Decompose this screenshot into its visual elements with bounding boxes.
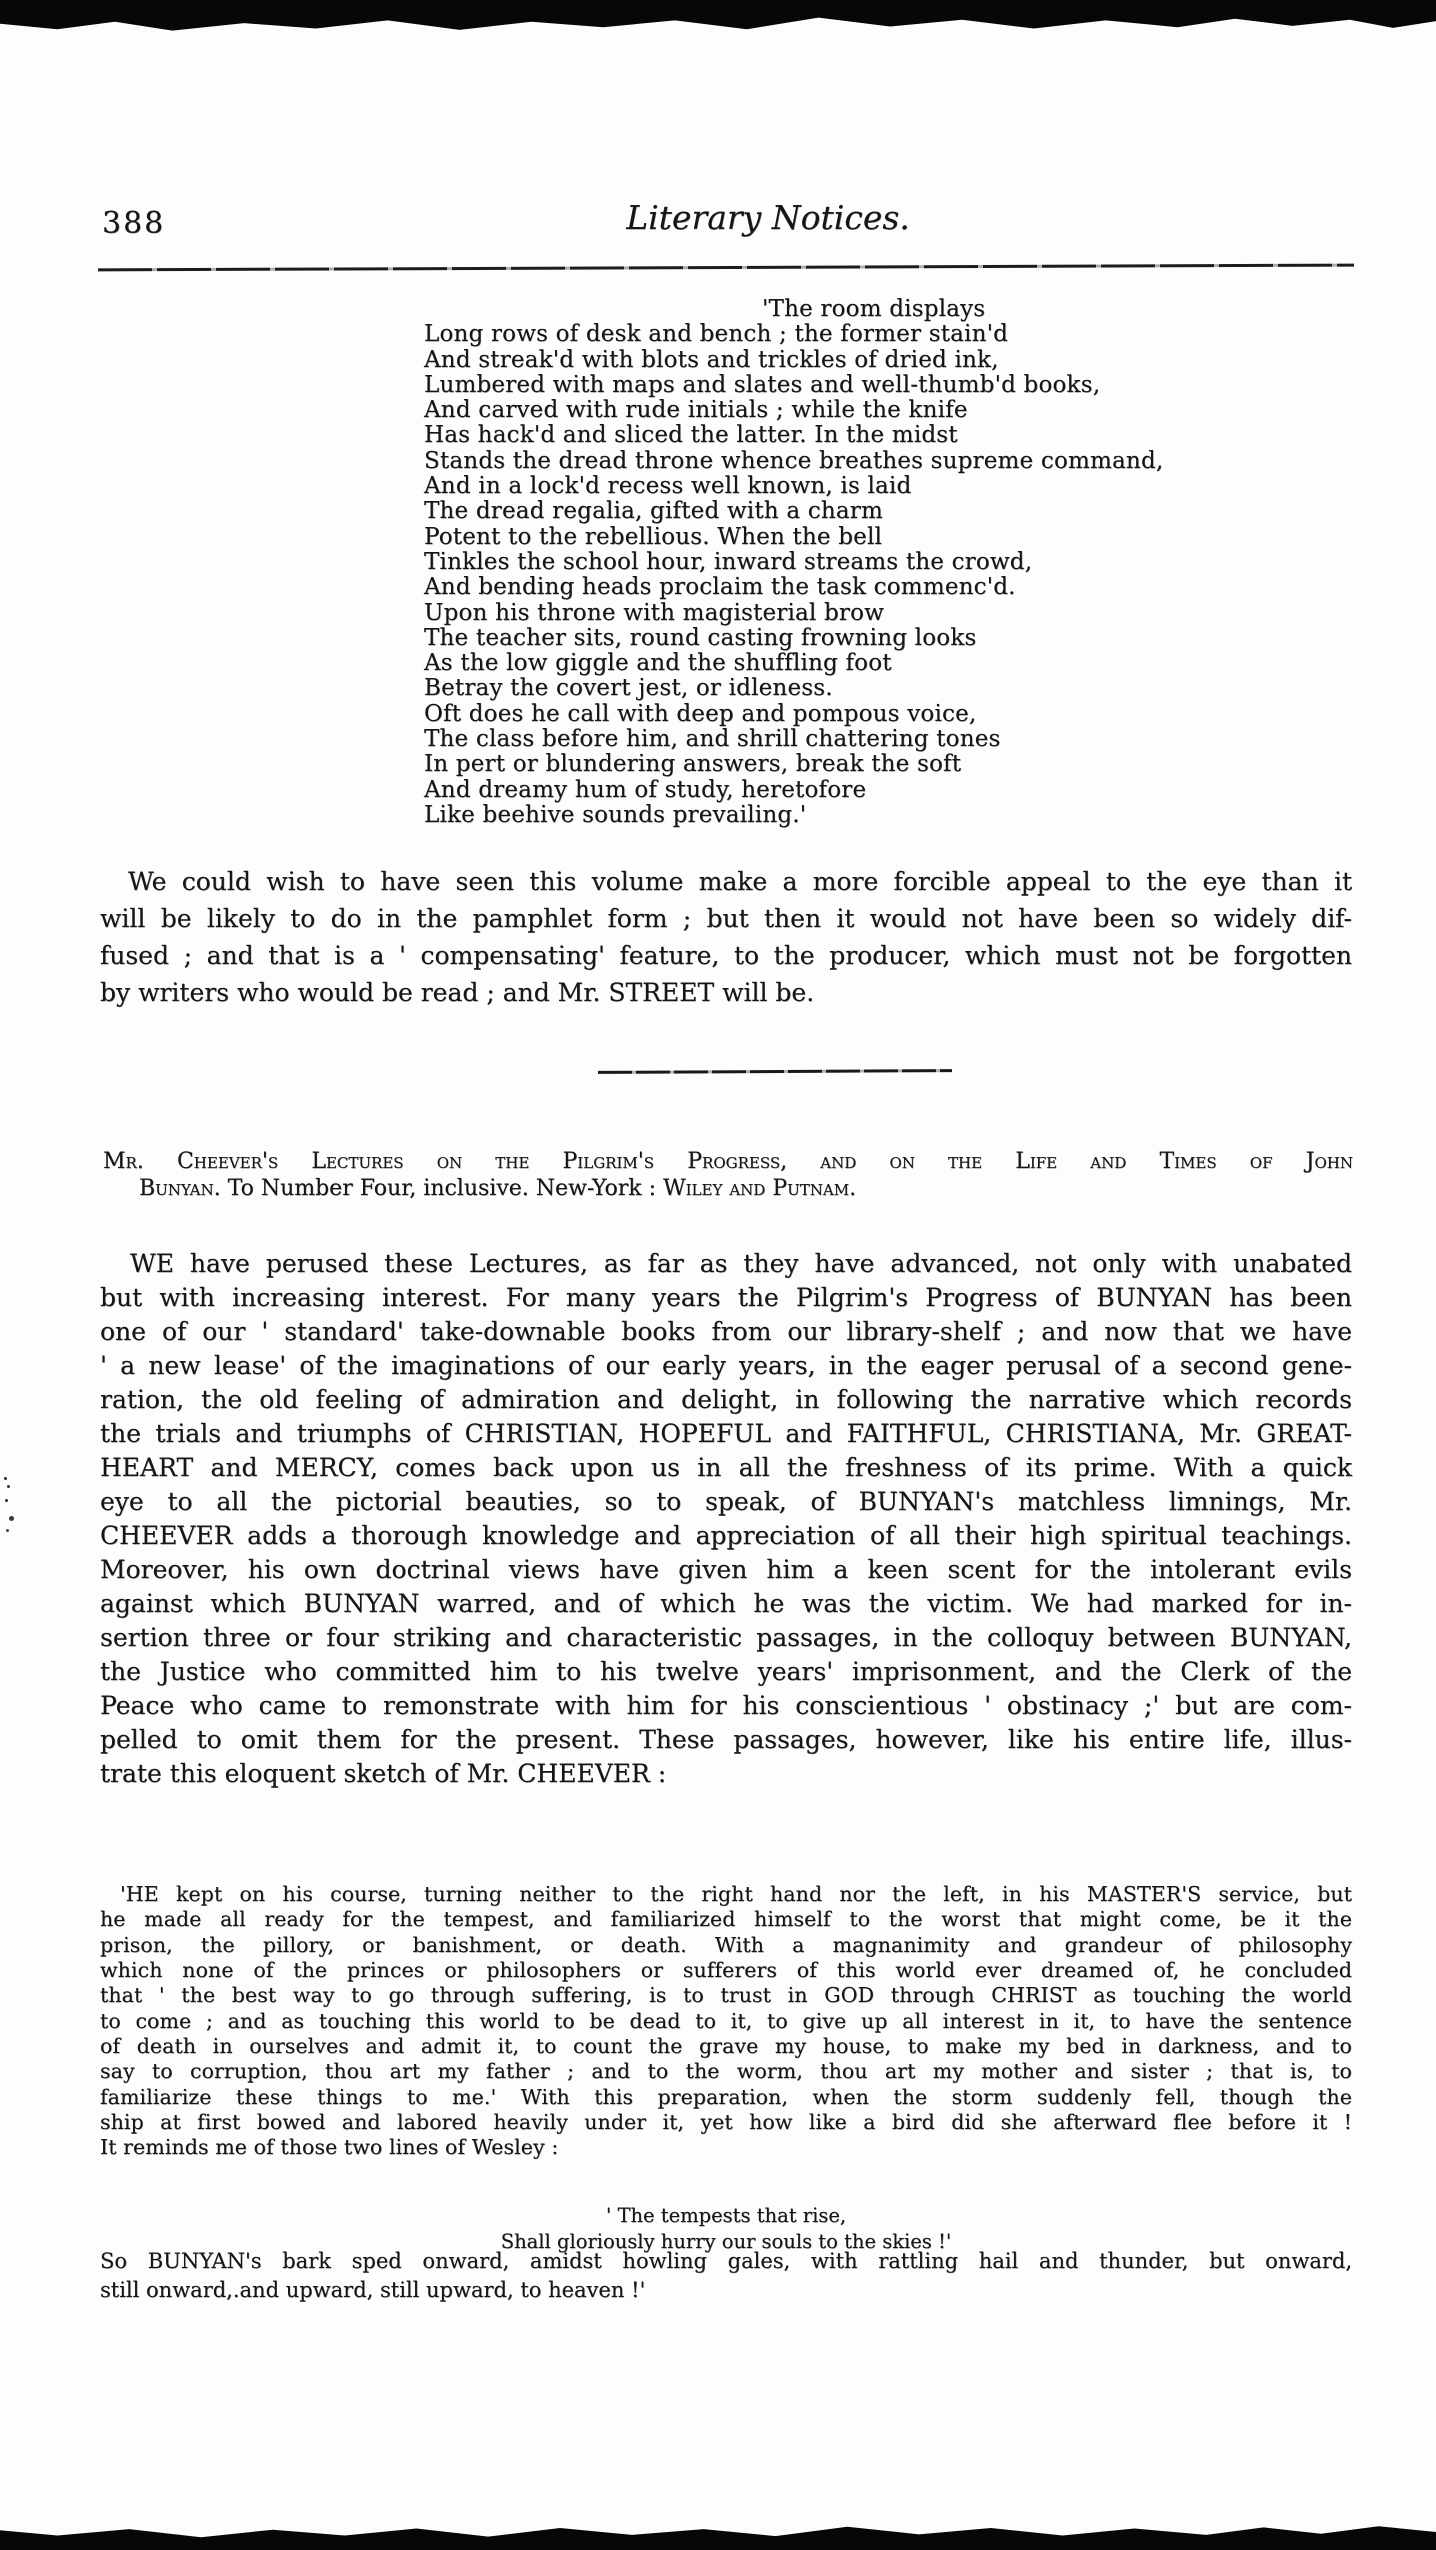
- scan-artifact-bottom: [0, 2521, 1436, 2550]
- header-rule: [98, 264, 1354, 272]
- quote-line: say to corruption, thou art my father ; and to the worm, thou art my mother and sister ; that is, to: [100, 2059, 1352, 2084]
- quote-line: to come ; and as touching this world to be dead to it, to give up all interest in it, to have the sentence: [100, 2008, 1352, 2033]
- review-body: [100, 1247, 1352, 1791]
- paragraph-line: trate this eloquent sketch of Mr. CHEEVER :: [100, 1759, 667, 1788]
- section-divider: [598, 1069, 952, 1074]
- quote-line: familiarize these things to me.' With this preparation, when the storm suddenly fell, though the: [100, 2084, 1352, 2109]
- paragraph-line: one of our ' standard' take-downable books from our library-shelf ; and now that we have: [100, 1317, 1352, 1346]
- quote-line: prison, the pillory, or banishment, or death. With a magnanimity and grandeur of philosophy: [100, 1932, 1352, 1957]
- paragraph-line: by writers who would be read ; and Mr. STREET will be.: [100, 978, 815, 1007]
- poem-line: Tinkles the school hour, inward streams the crowd,: [424, 548, 1033, 575]
- heading-publisher: Wiley and Putnam.: [663, 1176, 857, 1201]
- paragraph-line: So BUNYAN's bark sped onward, amidst howling gales, with rattling hail and thunder, but onward,: [100, 2249, 1352, 2273]
- verse-line: Shall gloriously hurry our souls to the skies !': [500, 2230, 952, 2253]
- heading-author: Bunyan.: [139, 1176, 221, 1201]
- poem-line: Potent to the rebellious. When the bell: [424, 523, 883, 550]
- poem-line: Long rows of desk and bench ; the former stain'd: [424, 321, 1009, 348]
- poem-line: Upon his throne with magisterial brow: [424, 599, 885, 626]
- poem-line: Oft does he call with deep and pompous voice,: [424, 700, 977, 727]
- paragraph-line: still onward,.and upward, still upward, to heaven !': [100, 2277, 646, 2302]
- poem-line: And streak'd with blots and trickles of dried ink,: [424, 346, 999, 373]
- review-closing-paragraph: [100, 863, 1352, 1011]
- paragraph-line: Peace who came to remonstrate with him for his conscientious ' obstinacy ;' but are com-: [100, 1691, 1352, 1720]
- page-title: Literary Notices.: [626, 198, 910, 237]
- paragraph-line: fused ; and that is a ' compensating' feature, to the producer, which must not be forgotten: [100, 941, 1352, 970]
- paragraph-line: the trials and triumphs of CHRISTIAN, HOPEFUL and FAITHFUL, CHRISTIANA, Mr. GREAT-: [100, 1419, 1352, 1448]
- poem-line: 'The room displays: [762, 296, 986, 322]
- poem-line: Stands the dread throne whence breathes supreme command,: [424, 447, 1164, 474]
- poem-line: The class before him, and shrill chattering tones: [424, 726, 1001, 753]
- poem-line: As the low giggle and the shuffling foot: [424, 650, 892, 677]
- heading-line-2: [139, 1175, 1353, 1202]
- page-number: 388: [102, 206, 166, 241]
- poem-line: The dread regalia, gifted with a charm: [424, 498, 883, 525]
- paragraph-line: HEART and MERCY, comes back upon us in all the freshness of its prime. With a quick: [100, 1453, 1352, 1482]
- heading-subtitle: To Number Four, inclusive. New-York :: [220, 1176, 663, 1201]
- scan-specks-left: [4, 1477, 7, 1480]
- quote-line: he made all ready for the tempest, and familiarized himself to the worst that might come, be it the: [100, 1907, 1352, 1932]
- paragraph-line: ration, the old feeling of admiration and delight, in following the narrative which records: [100, 1385, 1352, 1414]
- page-header: [100, 198, 1352, 246]
- quote-closing: [100, 2247, 1352, 2304]
- poem-line: And carved with rude initials ; while the knife: [424, 397, 968, 424]
- heading-line-1: Mr. Cheever's Lectures on the Pilgrim's Progress, and on the Life and Times of John: [103, 1149, 1353, 1174]
- paragraph-line: but with increasing interest. For many years the Pilgrim's Progress of BUNYAN has been: [100, 1283, 1352, 1312]
- paragraph-line: Moreover, his own doctrinal views have given him a keen scent for the intolerant evils: [100, 1555, 1352, 1584]
- paragraph-line: sertion three or four striking and characteristic passages, in the colloquy between BUNYAN,: [100, 1623, 1352, 1652]
- quote-line: 'HE kept on his course, turning neither to the right hand nor the left, in his MASTER'S service, but: [120, 1882, 1352, 1906]
- paragraph-line: pelled to omit them for the present. These passages, however, like his entire life, illus-: [100, 1725, 1352, 1754]
- block-quote: [100, 1882, 1352, 2161]
- paragraph-line: ' a new lease' of the imaginations of our early years, in the eager perusal of a second gene-: [100, 1351, 1352, 1380]
- paragraph-line: will be likely to do in the pamphlet form ; but then it would not have been so widely dif-: [100, 904, 1352, 933]
- quote-line: that ' the best way to go through suffering, is to trust in GOD through CHRIST as touching the world: [100, 1983, 1352, 2008]
- paragraph-line: against which BUNYAN warred, and of which he was the victim. We had marked for in-: [100, 1589, 1352, 1618]
- poem-line: Lumbered with maps and slates and well-thumb'd books,: [424, 371, 1101, 398]
- poem-line: The teacher sits, round casting frowning looks: [424, 624, 977, 651]
- paragraph-line: CHEEVER adds a thorough knowledge and appreciation of all their high spiritual teachings.: [100, 1521, 1352, 1550]
- poem-line: In pert or blundering answers, break the soft: [424, 751, 962, 778]
- poem-line: And in a lock'd recess well known, is laid: [424, 473, 912, 500]
- quote-line: which none of the princes or philosophers or sufferers of this world ever dreamed of, he concluded: [100, 1958, 1352, 1983]
- poem-excerpt: [424, 297, 1163, 828]
- quote-line: of death in ourselves and admit it, to count the grave my house, to make my bed in darkness, and to: [100, 2034, 1352, 2059]
- poem-line: Like beehive sounds prevailing.': [424, 801, 807, 828]
- paragraph-line: eye to all the pictorial beauties, so to speak, of BUNYAN's matchless limnings, Mr.: [100, 1487, 1352, 1516]
- quote-line: ship at first bowed and labored heavily under it, yet how like a bird did she afterward flee before it !: [100, 2110, 1352, 2135]
- poem-line: And bending heads proclaim the task commenc'd.: [424, 574, 1016, 601]
- verse-line: ' The tempests that rise,: [605, 2204, 847, 2227]
- poem-line: Has hack'd and sliced the latter. In the midst: [424, 422, 958, 449]
- review-heading: [103, 1148, 1353, 1202]
- scan-artifact-top: [0, 0, 1436, 34]
- paragraph-line: WE have perused these Lectures, as far as they have advanced, not only with unabated: [130, 1249, 1352, 1278]
- poem-line: Betray the covert jest, or idleness.: [424, 675, 833, 702]
- poem-line: And dreamy hum of study, heretofore: [424, 776, 867, 803]
- quote-line: It reminds me of those two lines of Wesley :: [100, 2135, 559, 2160]
- paragraph-line: We could wish to have seen this volume make a more forcible appeal to the eye than it: [128, 867, 1352, 896]
- paragraph-line: the Justice who committed him to his twelve years' imprisonment, and the Clerk of the: [100, 1657, 1352, 1686]
